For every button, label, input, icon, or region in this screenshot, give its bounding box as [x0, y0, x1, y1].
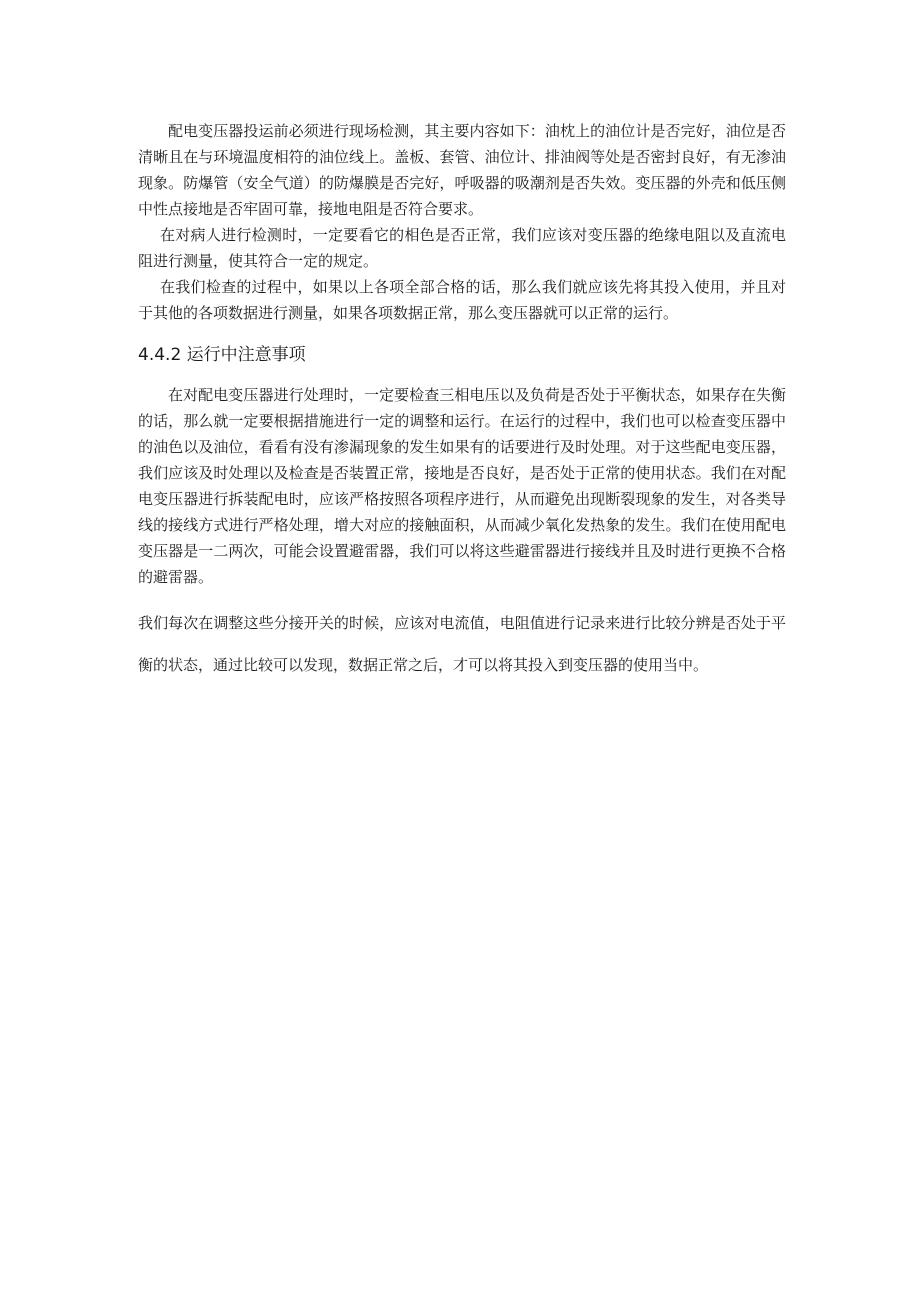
section-operation-notes: [138, 382, 786, 590]
paragraph-operation-notes: 在对配电变压器进行处理时，一定要检查三相电压以及负荷是否处于平衡状态，如果存在失衡的话，那么就一定要根据措施进行一定的调整和运行。在运行的过程中，我们也可以检查变压器中的油色以及油位，看看有没有渗漏现象的发生如果有的话要进行及时处理。对于这些配电变压器，我们应该及时处理以及检查是否装置正常，接地是否良好，是否处于正常的使用状态。我们在对配电变压器进行拆装配电时，应该严格按照各项程序进行，从而避免出现断裂现象的发生，对各类导线的接线方式进行严格处理，增大对应的接触面积，从而减少氧化发热象的发生。我们在使用配电变压器是一二两次，可能会设置避雷器，我们可以将这些避雷器进行接线并且及时进行更换不合格的避雷器。: [138, 386, 786, 586]
document-page: [138, 118, 786, 686]
section-heading-operation-notes: 4.4.2 运行中注意事项: [138, 345, 306, 365]
paragraph-tap-changer-adjustment: 我们每次在调整这些分接开关的时候，应该对电流值，电阻值进行记录来进行比较分辨是否处于平衡的状态，通过比较可以发现，数据正常之后，才可以将其投入到变压器的使用当中。: [138, 614, 786, 674]
section-tap-changer: [138, 602, 786, 686]
paragraph-put-into-use: 在我们检查的过程中，如果以上各项全部合格的话，那么我们就应该先将其投入使用，并且对于其他的各项数据进行测量，如果各项数据正常，那么变压器就可以正常的运行。: [138, 278, 786, 322]
paragraph-inspection-content: 配电变压器投运前必须进行现场检测，其主要内容如下：油枕上的油位计是否完好，油位是否清晰且在与环境温度相符的油位线上。盖板、套管、油位计、排油阀等处是否密封良好，有无渗油现象。防爆管（安全气道）的防爆膜是否完好，呼吸器的吸潮剂是否失效。变压器的外壳和低压侧中性点接地是否牢固可靠，接地电阻是否符合要求。: [138, 122, 786, 218]
section-pre-operation-inspection: [138, 118, 786, 326]
paragraph-phase-and-resistance: 在对病人进行检测时，一定要看它的相色是否正常，我们应该对变压器的绝缘电阻以及直流电阻进行测量，使其符合一定的规定。: [138, 226, 786, 270]
